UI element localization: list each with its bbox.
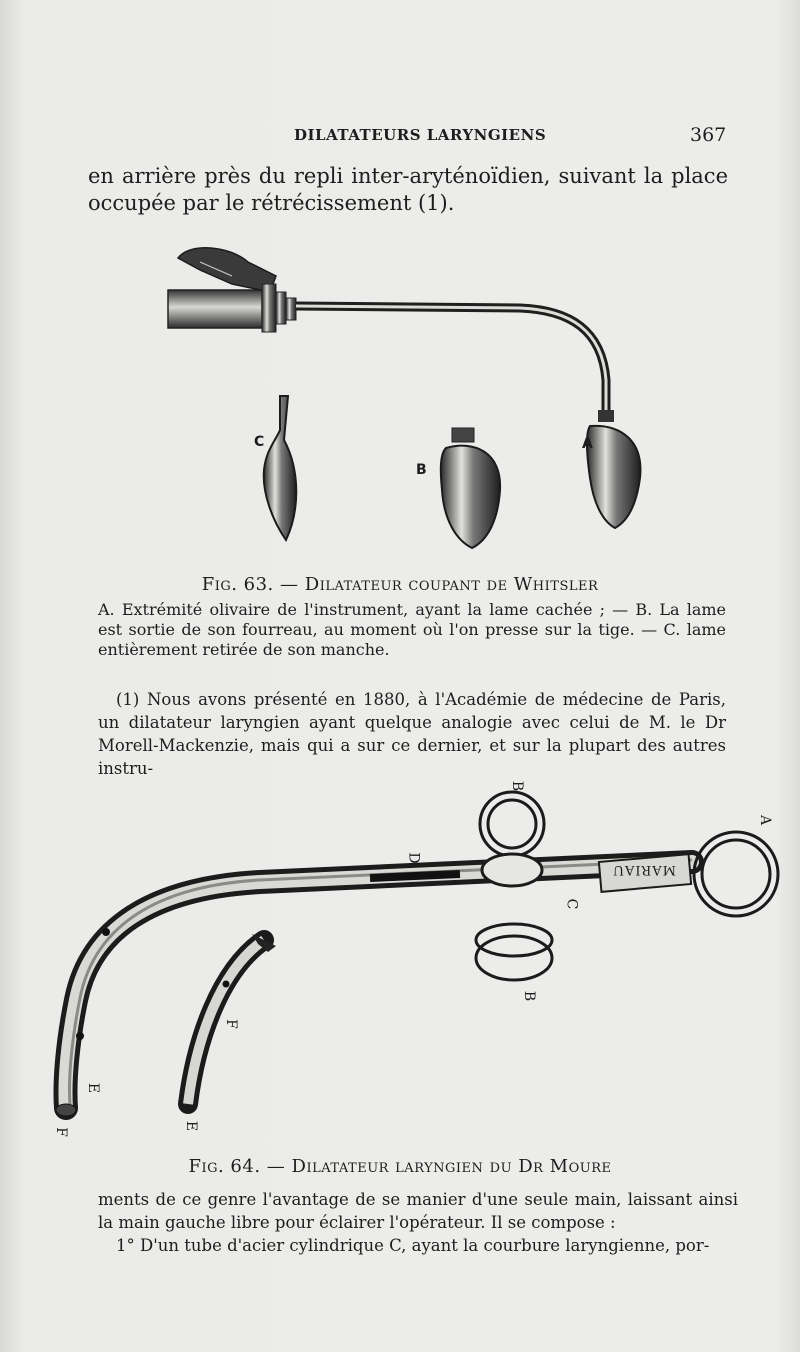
engraver-mark: MARIAU [612, 862, 676, 877]
fig64-label-a: A [757, 814, 774, 826]
figure-63-legend: A. Extrémité olivaire de l'instrument, ayant la lame cachée ; — B. La lame est sortie de son fourreau, au moment où l'on presse sur la tige. — C. lame entièrement retirée de son manche. [98, 600, 726, 659]
fig64-label-f1: F [52, 1127, 69, 1137]
fig64-label-d: D [405, 852, 422, 864]
fig64-label-e1: E [85, 1082, 102, 1094]
figure-64-caption [0, 1156, 800, 1177]
body-line-2: 1° D'un tube d'acier cylindrique C, ayant la courbure laryngienne, por- [116, 1236, 710, 1255]
fig64-label-f2: F [222, 1019, 239, 1029]
fig64-label-b-bottom: B [521, 990, 538, 1002]
footnote-text: (1) Nous avons présenté en 1880, à l'Académie de médecine de Paris, un dilatateur laryngien ayant quelque analogie avec celui de M. le Dr Morell-Mackenzie, mais qui a sur ce dernier, et sur la plupart des autres instru- [98, 690, 726, 778]
fig64-label-c: C [563, 898, 580, 910]
fig64-dash: — [266, 1156, 286, 1177]
fig63-dash: — [280, 574, 299, 595]
fig63-number: Fig. 63. [201, 574, 274, 595]
fig64-label-b-top: B [509, 780, 526, 792]
page-number: 367 [690, 124, 727, 146]
fig63-label-c: C [254, 434, 265, 450]
fig63-label-a: A [582, 436, 593, 452]
fig64-title: Dilatateur laryngien du Dr Moure [291, 1156, 612, 1177]
fig64-number: Fig. 64. [188, 1156, 261, 1177]
body-line-1: ments de ce genre l'avantage de se manier d'une seule main, laissant ainsi la main gauche libre pour éclairer l'opérateur. Il se compose : [98, 1190, 738, 1232]
intro-paragraph: en arrière près du repli inter-aryténoïdien, suivant la place occupée par le rétrécissement (1). [88, 164, 728, 215]
fig63-title: Dilatateur coupant de Whitsler [304, 574, 599, 595]
body-continuation [98, 1188, 738, 1257]
fig64-label-e2: E [183, 1120, 200, 1132]
moure-tube [56, 860, 692, 1116]
fig63-label-b: B [416, 462, 427, 478]
running-title: DILATATEURS LARYNGIENS [294, 126, 547, 144]
